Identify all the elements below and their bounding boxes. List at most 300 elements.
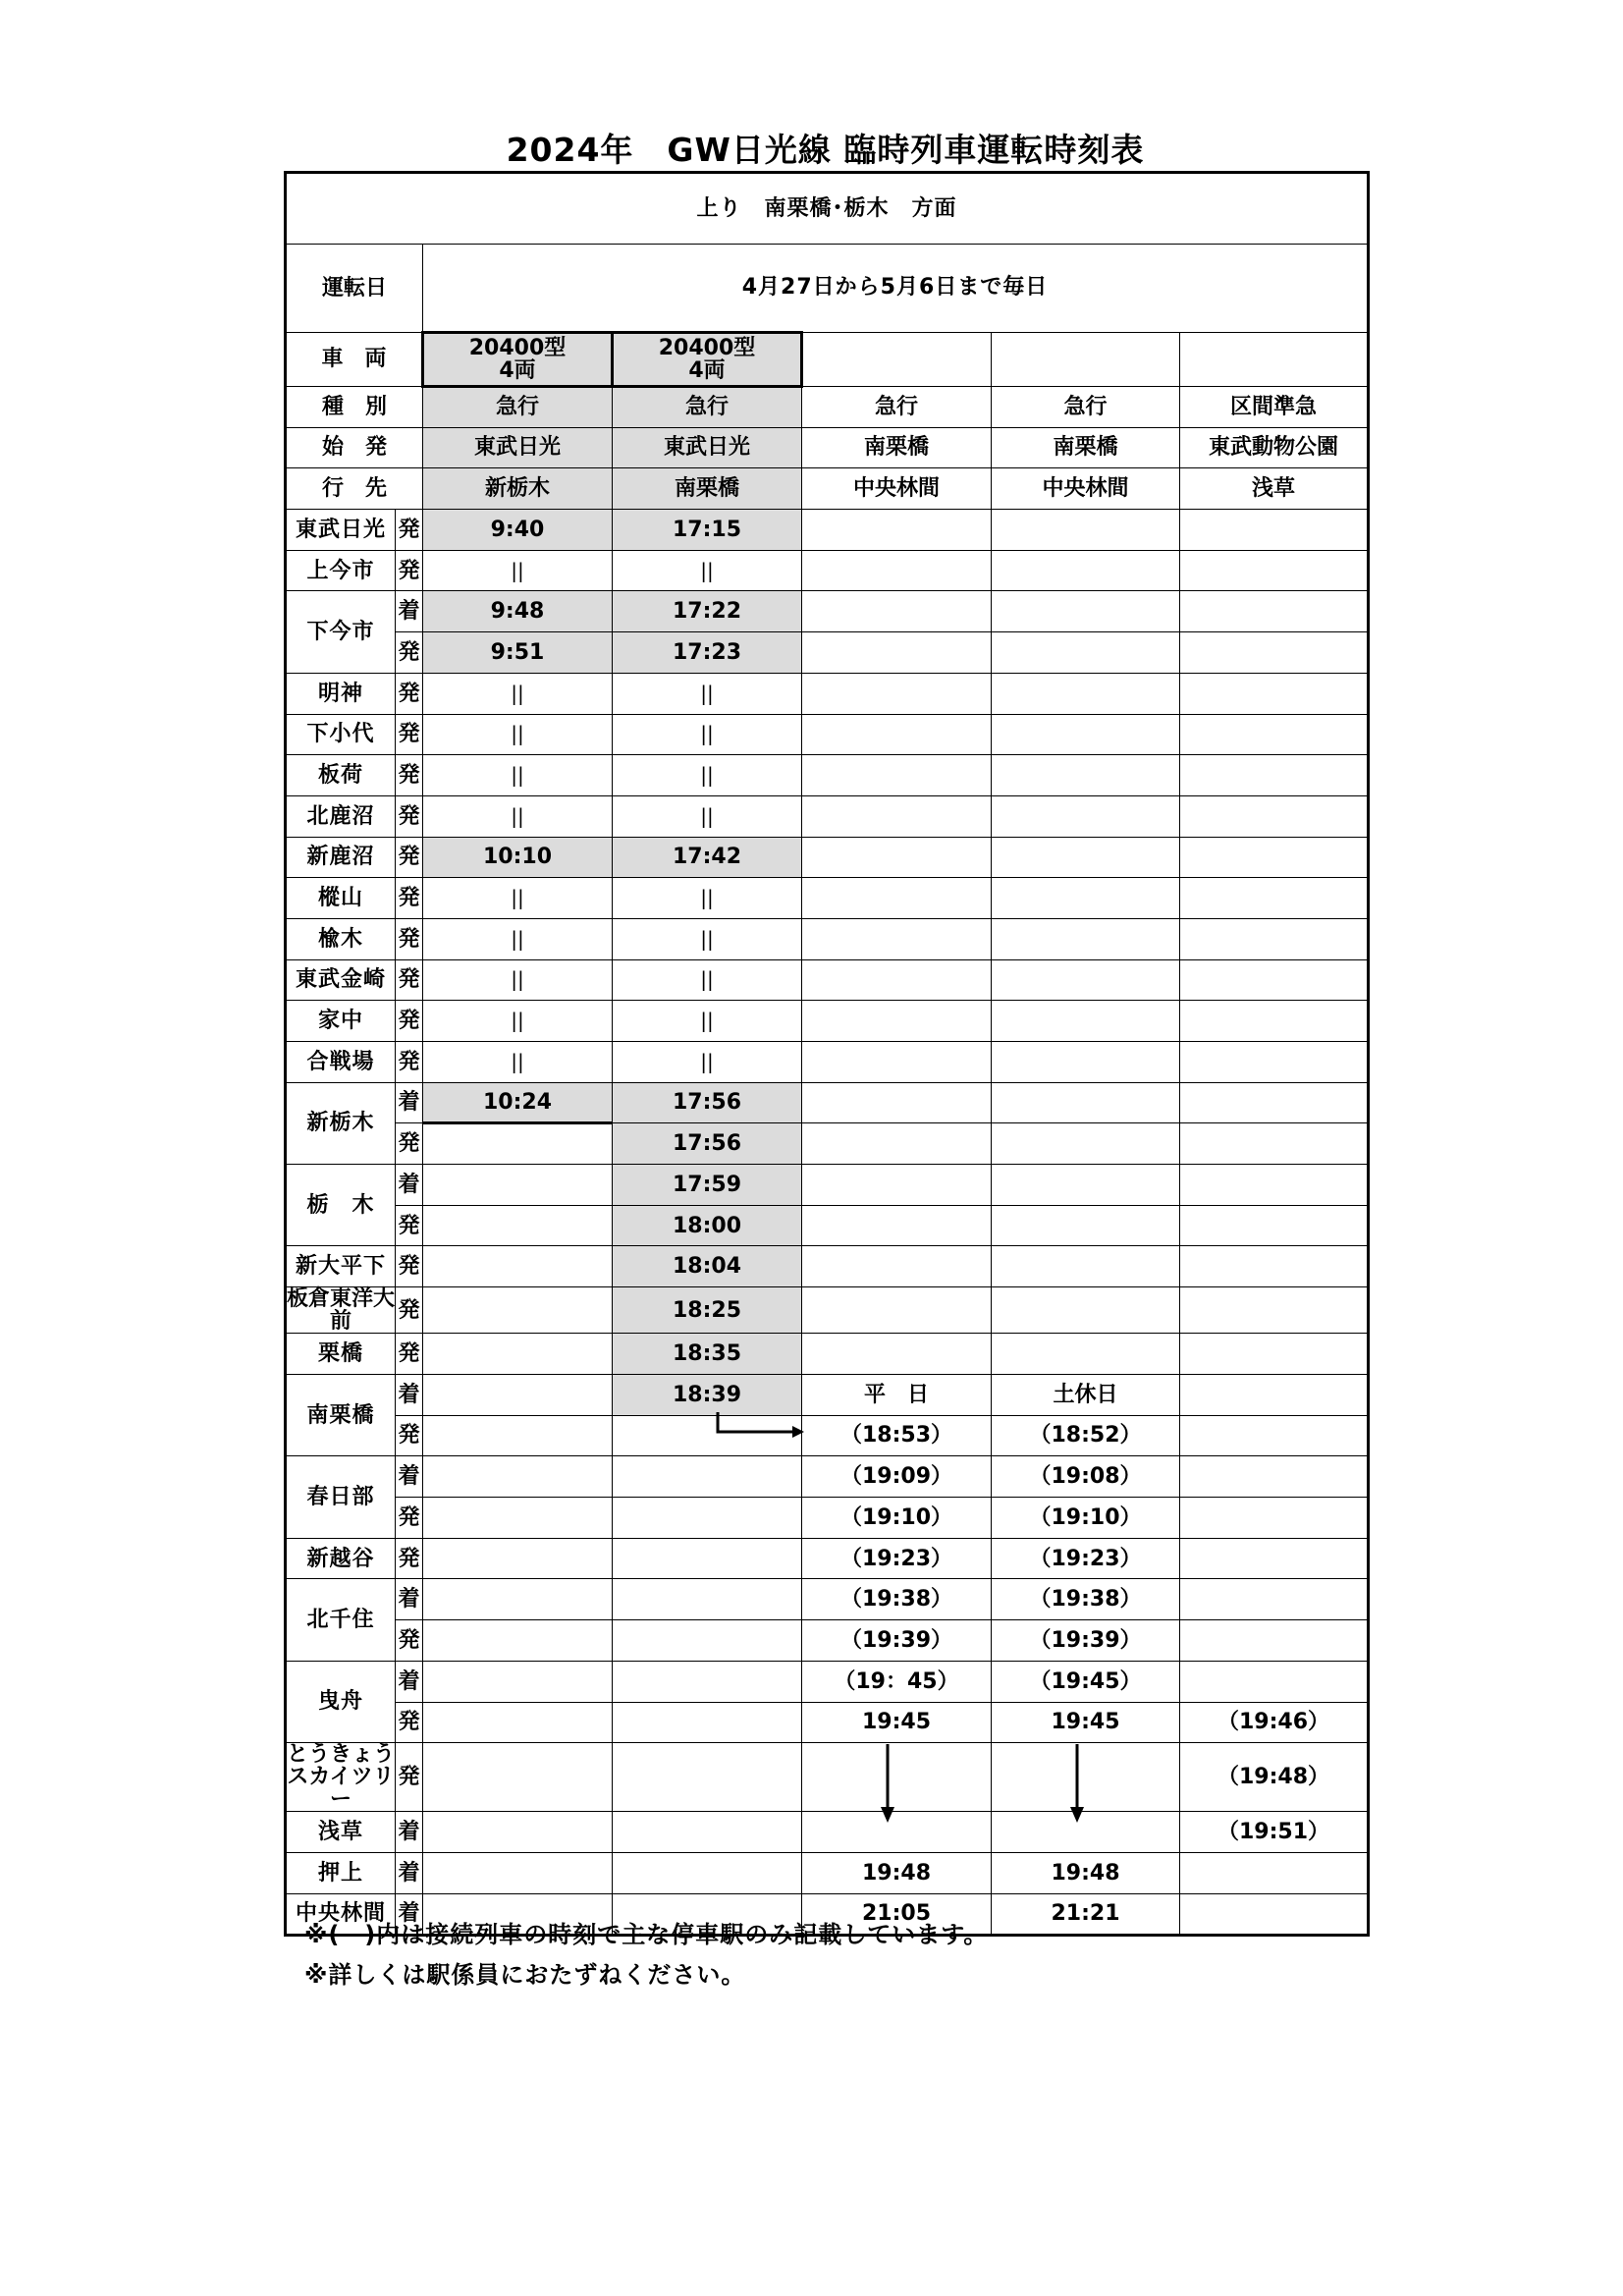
pass-mark: || (511, 681, 524, 705)
time-cell (423, 1743, 613, 1812)
pass-mark: || (700, 803, 714, 828)
time-cell (423, 1538, 613, 1579)
time-cell (423, 1853, 613, 1894)
pass-mark: || (511, 762, 524, 787)
type-row (286, 387, 1369, 428)
train-1-car-count: 4両 (499, 358, 536, 383)
time-cell (1180, 510, 1369, 551)
station-name: 東武金崎 (286, 959, 396, 1001)
station-row-myojin (286, 673, 1369, 714)
footnote-ask-staff: ※詳しくは駅係員におたずねください。 (304, 1961, 746, 1989)
time-cell (423, 1456, 613, 1498)
train-2-type: 急行 (613, 387, 802, 428)
dep-mark: 発 (396, 714, 423, 755)
time-cell (423, 1661, 613, 1702)
time-cell (802, 1165, 992, 1206)
time-cell (613, 1853, 802, 1894)
station-row-minamikurihashi-arr (286, 1375, 1369, 1416)
time-cell (613, 1812, 802, 1853)
station-row-tochigi-dep (286, 1205, 1369, 1246)
station-name: 板倉東洋大前 (287, 1286, 396, 1335)
down-arrow-icon (1067, 1744, 1087, 1823)
station-name: 春日部 (286, 1456, 396, 1538)
time-cell (992, 755, 1180, 796)
station-name: とうきょうスカイツリー (287, 1742, 396, 1813)
time-cell (1180, 795, 1369, 837)
pass-mark: || (511, 967, 524, 992)
time-cell: 17:56 (613, 1123, 802, 1165)
time-cell (802, 1287, 992, 1334)
dep-mark: 発 (396, 550, 423, 591)
time-cell (992, 550, 1180, 591)
arr-mark: 着 (396, 1812, 423, 1853)
time-cell (423, 1620, 613, 1662)
train-3-destination: 中央林間 (802, 468, 992, 510)
time-cell: 21:21 (992, 1893, 1180, 1935)
dep-mark: 発 (396, 1042, 423, 1083)
time-cell: （19:23） (992, 1538, 1180, 1579)
station-name: 新越谷 (286, 1538, 396, 1579)
origin-row (286, 427, 1369, 468)
time-cell (992, 1205, 1180, 1246)
time-cell (613, 755, 802, 796)
time-cell (613, 714, 802, 755)
train-2-destination: 南栗橋 (613, 468, 802, 510)
time-cell (1180, 714, 1369, 755)
time-cell: 17:22 (613, 591, 802, 632)
time-cell (802, 1205, 992, 1246)
time-cell (802, 1082, 992, 1123)
operation-day-value: 4月27日から5月6日まで毎日 (423, 245, 1369, 333)
train-4-type: 急行 (992, 387, 1180, 428)
time-cell (423, 1579, 613, 1620)
time-cell: （19:38） (802, 1579, 992, 1620)
time-cell (613, 1042, 802, 1083)
station-row-nire (286, 918, 1369, 959)
time-cell: 9:48 (423, 591, 613, 632)
train-1-car-model: 20400型 (468, 335, 567, 360)
time-cell: （19:39） (992, 1620, 1180, 1662)
dep-mark: 発 (396, 1743, 423, 1812)
time-cell (1180, 918, 1369, 959)
time-cell: 19:48 (992, 1853, 1180, 1894)
weekday-label: 平 日 (802, 1375, 992, 1416)
time-cell (1180, 1205, 1369, 1246)
station-name: 南栗橋 (286, 1375, 396, 1456)
time-cell (1180, 1042, 1369, 1083)
arr-mark: 着 (396, 1893, 423, 1935)
time-cell (992, 673, 1180, 714)
time-cell (992, 1287, 1180, 1334)
time-cell: （19:23） (802, 1538, 992, 1579)
station-name: 新大平下 (286, 1246, 396, 1287)
time-cell (992, 510, 1180, 551)
time-cell (1180, 1334, 1369, 1375)
pass-mark: || (700, 558, 714, 582)
train-1-origin: 東武日光 (423, 427, 613, 468)
time-cell (423, 1415, 613, 1456)
time-cell (613, 1661, 802, 1702)
time-cell (613, 1498, 802, 1539)
time-cell (1180, 837, 1369, 878)
time-cell (423, 1205, 613, 1246)
time-cell (992, 632, 1180, 674)
pass-mark: || (511, 803, 524, 828)
time-cell (1180, 1853, 1369, 1894)
time-cell (423, 1287, 613, 1334)
time-cell (802, 591, 992, 632)
time-cell (992, 795, 1180, 837)
time-cell (1180, 1415, 1369, 1456)
time-cell (613, 878, 802, 919)
time-cell (992, 1165, 1180, 1206)
time-cell (802, 918, 992, 959)
time-cell (613, 1538, 802, 1579)
time-cell: （19:38） (992, 1579, 1180, 1620)
car-row (286, 333, 1369, 387)
time-cell (1180, 959, 1369, 1001)
station-row-shimoimaichi-arr (286, 591, 1369, 632)
time-cell (992, 959, 1180, 1001)
station-row-kamiimaichi (286, 550, 1369, 591)
dep-mark: 発 (396, 1620, 423, 1662)
time-cell (423, 550, 613, 591)
time-cell: 17:56 (613, 1082, 802, 1123)
train-2-car (613, 333, 802, 387)
time-cell: 19:45 (802, 1702, 992, 1743)
station-row-kasukabe-dep (286, 1498, 1369, 1539)
time-cell (802, 550, 992, 591)
time-cell (613, 1001, 802, 1042)
station-name: 北千住 (286, 1579, 396, 1661)
dep-mark: 発 (396, 755, 423, 796)
station-row-shintochigi-dep (286, 1123, 1369, 1165)
time-cell (802, 673, 992, 714)
time-cell (1180, 878, 1369, 919)
time-cell (1180, 1287, 1369, 1334)
arr-mark: 着 (396, 1661, 423, 1702)
pass-mark: || (700, 926, 714, 951)
arr-mark: 着 (396, 1456, 423, 1498)
time-cell: （19:09） (802, 1456, 992, 1498)
time-cell (1180, 673, 1369, 714)
train-3-type: 急行 (802, 387, 992, 428)
time-cell (1180, 755, 1369, 796)
time-cell (1180, 1246, 1369, 1287)
station-name: 栗橋 (286, 1334, 396, 1375)
time-cell (1180, 632, 1369, 674)
arr-mark: 着 (396, 1579, 423, 1620)
station-name: 曳舟 (286, 1661, 396, 1742)
time-cell (802, 1042, 992, 1083)
time-cell (423, 1246, 613, 1287)
pass-mark: || (511, 558, 524, 582)
pass-mark: || (700, 1049, 714, 1073)
time-cell (1180, 1579, 1369, 1620)
time-cell (992, 1334, 1180, 1375)
pass-mark: || (700, 681, 714, 705)
station-name: 新鹿沼 (286, 837, 396, 878)
time-cell: （19:48） (1180, 1743, 1369, 1812)
station-row-kitakanuma (286, 795, 1369, 837)
station-row-shinohirashita (286, 1246, 1369, 1287)
time-cell (423, 1334, 613, 1375)
arr-mark: 着 (396, 1853, 423, 1894)
pass-mark: || (511, 886, 524, 910)
time-cell (613, 795, 802, 837)
time-cell (802, 837, 992, 878)
station-row-kurihashi (286, 1334, 1369, 1375)
time-cell: （19:08） (992, 1456, 1180, 1498)
train-4-origin: 南栗橋 (992, 427, 1180, 468)
time-cell: 18:00 (613, 1205, 802, 1246)
time-cell: 10:10 (423, 837, 613, 878)
station-name: 東武日光 (286, 510, 396, 551)
time-cell (613, 1620, 802, 1662)
time-cell (802, 1334, 992, 1375)
car-label: 車 両 (286, 333, 423, 387)
station-row-hikifune-arr (286, 1661, 1369, 1702)
train-5-type: 区間準急 (1180, 387, 1369, 428)
time-cell: 18:25 (613, 1287, 802, 1334)
station-row-ienaka (286, 1001, 1369, 1042)
train-5-car (1180, 333, 1369, 387)
dep-mark: 発 (396, 1246, 423, 1287)
dep-mark: 発 (396, 878, 423, 919)
time-cell (1180, 1165, 1369, 1206)
station-row-tobu-nikko (286, 510, 1369, 551)
train-4-car (992, 333, 1180, 387)
time-cell: 17:23 (613, 632, 802, 674)
origin-label: 始 発 (286, 427, 423, 468)
time-cell (423, 1123, 613, 1165)
dep-mark: 発 (396, 795, 423, 837)
time-cell: 18:35 (613, 1334, 802, 1375)
time-cell: （18:52） (992, 1415, 1180, 1456)
station-row-shinkanuma (286, 837, 1369, 878)
time-cell (613, 1702, 802, 1743)
time-cell: （19:51） (1180, 1812, 1369, 1853)
station-row-asakusa (286, 1812, 1369, 1853)
time-cell (423, 1165, 613, 1206)
time-cell (1180, 550, 1369, 591)
time-cell (802, 755, 992, 796)
station-row-itaga (286, 755, 1369, 796)
time-cell (802, 959, 992, 1001)
time-cell: （19:39） (802, 1620, 992, 1662)
time-cell (802, 795, 992, 837)
time-cell (802, 632, 992, 674)
time-cell: 18:04 (613, 1246, 802, 1287)
station-name: 板荷 (286, 755, 396, 796)
time-cell (613, 918, 802, 959)
time-cell: （18:53） (802, 1415, 992, 1456)
station-name: 明神 (286, 673, 396, 714)
time-cell (1180, 1620, 1369, 1662)
dep-mark: 発 (396, 1287, 423, 1334)
footnote-parentheses: ※( )内は接続列車の時刻で主な停車駅のみ記載しています。 (304, 1921, 989, 1948)
time-cell: 19:48 (802, 1853, 992, 1894)
time-cell: 10:24 (423, 1082, 613, 1123)
pass-mark: || (511, 722, 524, 746)
time-cell (613, 1579, 802, 1620)
station-row-kuniyama (286, 878, 1369, 919)
train-4-destination: 中央林間 (992, 468, 1180, 510)
station-row-skytree (286, 1743, 1369, 1812)
time-cell (802, 1001, 992, 1042)
station-row-tobu-kanasaki (286, 959, 1369, 1001)
time-cell (423, 1812, 613, 1853)
arr-mark: 着 (396, 1375, 423, 1416)
time-cell: 9:40 (423, 510, 613, 551)
station-row-oshiage (286, 1853, 1369, 1894)
station-row-kassenba (286, 1042, 1369, 1083)
timetable (284, 171, 1370, 1937)
time-cell (423, 1498, 613, 1539)
train-5-origin: 東武動物公園 (1180, 427, 1369, 468)
station-row-shintochigi-arr (286, 1082, 1369, 1123)
dep-mark: 発 (396, 1702, 423, 1743)
time-cell: （19:10） (802, 1498, 992, 1539)
pass-mark: || (700, 886, 714, 910)
pass-mark: || (511, 1009, 524, 1033)
time-cell (423, 959, 613, 1001)
time-cell (1180, 1498, 1369, 1539)
station-name: 新栃木 (286, 1082, 396, 1164)
time-cell (992, 878, 1180, 919)
time-cell (613, 673, 802, 714)
station-row-kitasenju-arr (286, 1579, 1369, 1620)
time-cell (1180, 1456, 1369, 1498)
arr-mark: 着 (396, 1165, 423, 1206)
arr-mark: 着 (396, 591, 423, 632)
time-cell: （19:45） (992, 1661, 1180, 1702)
station-name: 下今市 (286, 591, 396, 673)
time-cell (423, 918, 613, 959)
train-2-car-model: 20400型 (658, 335, 756, 360)
type-label: 種 別 (286, 387, 423, 428)
time-cell (613, 1456, 802, 1498)
train-1-type: 急行 (423, 387, 613, 428)
dep-mark: 発 (396, 918, 423, 959)
time-cell (1180, 591, 1369, 632)
pass-mark: || (700, 762, 714, 787)
operation-day-row (286, 245, 1369, 333)
station-name: 家中 (286, 1001, 396, 1042)
time-cell (613, 550, 802, 591)
pass-mark: || (700, 722, 714, 746)
time-cell: 18:39 (613, 1375, 802, 1416)
time-cell (423, 1042, 613, 1083)
down-arrow-icon (878, 1744, 897, 1823)
pass-mark: || (511, 1049, 524, 1073)
time-cell (423, 1001, 613, 1042)
dep-mark: 発 (396, 673, 423, 714)
station-name: 北鹿沼 (286, 795, 396, 837)
document-title: 2024年 GW日光線 臨時列車運転時刻表 (506, 131, 1145, 169)
time-cell (992, 1082, 1180, 1123)
dep-mark: 発 (396, 632, 423, 674)
station-name: 上今市 (286, 550, 396, 591)
time-cell (992, 1001, 1180, 1042)
dep-mark: 発 (396, 1205, 423, 1246)
dep-mark: 発 (396, 1334, 423, 1375)
train-5-destination: 浅草 (1180, 468, 1369, 510)
time-cell (992, 714, 1180, 755)
station-name: 押上 (286, 1853, 396, 1894)
time-cell: 17:15 (613, 510, 802, 551)
time-cell (802, 714, 992, 755)
time-cell: 17:42 (613, 837, 802, 878)
station-row-kasukabe-arr (286, 1456, 1369, 1498)
station-name: 浅草 (286, 1812, 396, 1853)
time-cell (1180, 1893, 1369, 1935)
station-name: 樅山 (286, 878, 396, 919)
time-cell (423, 795, 613, 837)
time-cell (423, 755, 613, 796)
station-name: 中央林間 (286, 1893, 396, 1935)
dep-mark: 発 (396, 510, 423, 551)
time-cell (992, 591, 1180, 632)
station-row-shinkoshigaya (286, 1538, 1369, 1579)
holiday-label: 土休日 (992, 1375, 1180, 1416)
station-row-hikifune-dep (286, 1702, 1369, 1743)
dep-mark: 発 (396, 1538, 423, 1579)
time-cell: 21:05 (802, 1893, 992, 1935)
time-cell: 9:51 (423, 632, 613, 674)
destination-label: 行 先 (286, 468, 423, 510)
time-cell (992, 1123, 1180, 1165)
station-row-kitasenju-dep (286, 1620, 1369, 1662)
time-cell (1180, 1661, 1369, 1702)
train-3-car (802, 333, 992, 387)
time-cell (1180, 1123, 1369, 1165)
station-name: 下小代 (286, 714, 396, 755)
time-cell (423, 714, 613, 755)
time-cell (423, 673, 613, 714)
time-cell (423, 1375, 613, 1416)
time-cell (802, 1246, 992, 1287)
direction-row (286, 173, 1369, 245)
time-cell: （19:46） (1180, 1702, 1369, 1743)
time-cell: 19:45 (992, 1702, 1180, 1743)
time-cell (802, 510, 992, 551)
time-cell (802, 1123, 992, 1165)
pass-mark: || (511, 926, 524, 951)
operation-day-label: 運転日 (286, 245, 423, 333)
destination-row (286, 468, 1369, 510)
time-cell (1180, 1082, 1369, 1123)
time-cell: 17:59 (613, 1165, 802, 1206)
time-cell (992, 1246, 1180, 1287)
dep-mark: 発 (396, 1123, 423, 1165)
train-2-car-count: 4両 (688, 358, 726, 383)
station-name: 合戦場 (286, 1042, 396, 1083)
time-cell (992, 918, 1180, 959)
station-name: 栃 木 (286, 1165, 396, 1246)
train-2-origin: 東武日光 (613, 427, 802, 468)
time-cell (613, 1743, 802, 1812)
transfer-arrow-icon (716, 1412, 804, 1442)
time-cell (1180, 1375, 1369, 1416)
direction-cell: 上り 南栗橋･栃木 方面 (286, 173, 1369, 245)
dep-mark: 発 (396, 1001, 423, 1042)
time-cell (423, 1702, 613, 1743)
station-row-minamikurihashi-dep (286, 1415, 1369, 1456)
time-cell: （19：45） (802, 1661, 992, 1702)
station-row-shimogoshiro (286, 714, 1369, 755)
time-cell (1180, 1001, 1369, 1042)
